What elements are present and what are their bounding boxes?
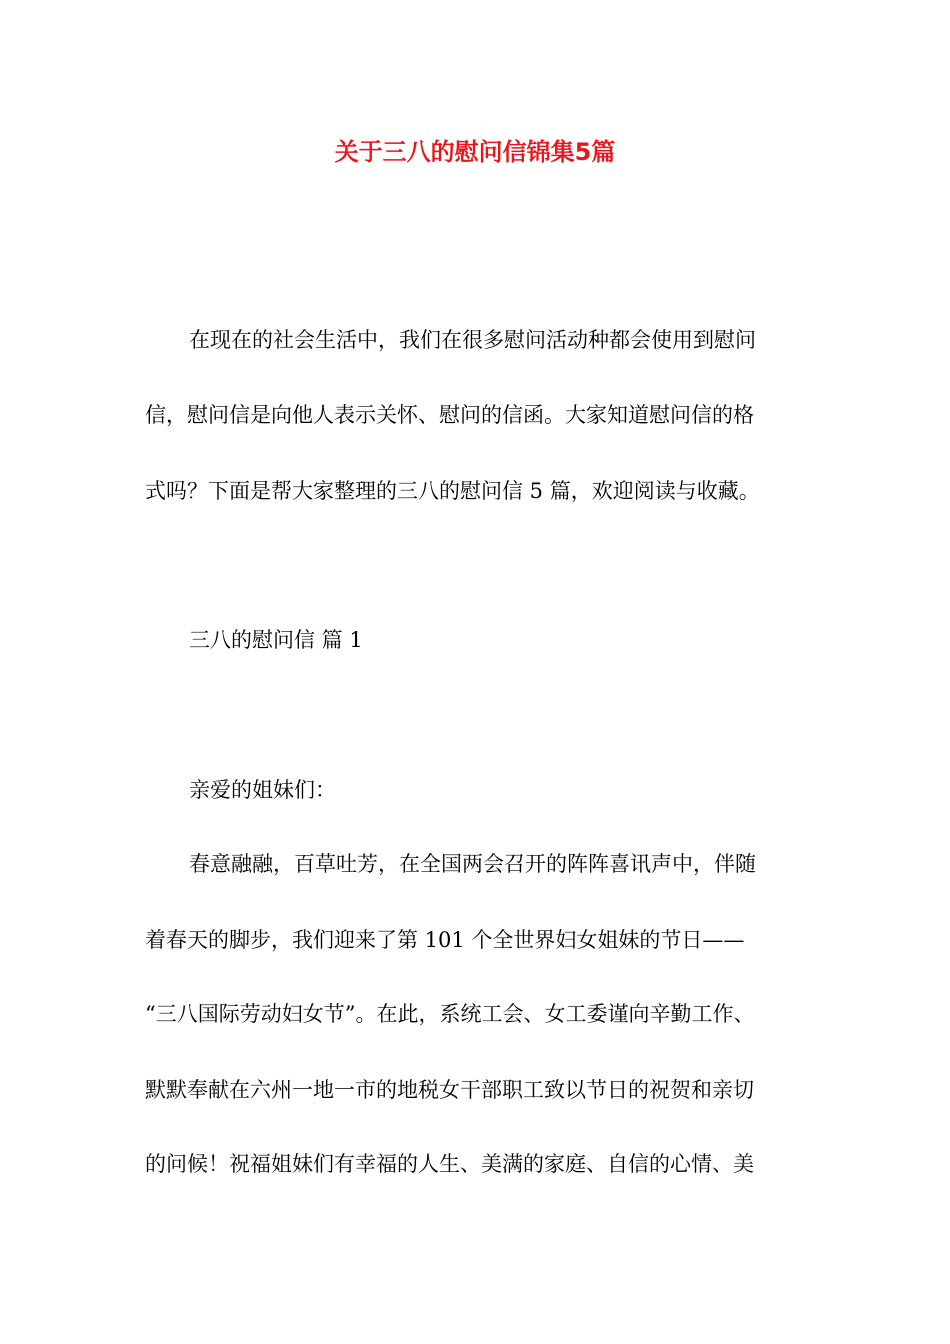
body-line-5: 的问候！祝福姐妹们有幸福的人生、美满的家庭、自信的心情、美	[145, 1152, 754, 1176]
section-heading: 三八的慰问信 篇 1	[189, 628, 363, 652]
salutation: 亲爱的姐妹们：	[189, 778, 336, 802]
body-line-1: 春意融融，百草吐芳，在全国两会召开的阵阵喜讯声中，伴随	[189, 852, 756, 876]
intro-line-1: 在现在的社会生活中，我们在很多慰问活动种都会使用到慰问	[189, 328, 756, 352]
document-title: 关于三八的慰问信锦集5篇	[334, 138, 616, 166]
body-line-2: 着春天的脚步，我们迎来了第 101 个全世界妇女姐妹的节日——	[145, 928, 745, 952]
body-line-3: “三八国际劳动妇女节”。在此，系统工会、女工委谨向辛勤工作、	[145, 1002, 755, 1026]
body-line-4: 默默奉献在六州一地一市的地税女干部职工致以节日的祝贺和亲切	[145, 1078, 754, 1102]
intro-line-2: 信，慰问信是向他人表示关怀、慰问的信函。大家知道慰问信的格	[145, 403, 754, 427]
intro-line-3: 式吗？下面是帮大家整理的三八的慰问信 5 篇，欢迎阅读与收藏。	[145, 479, 760, 503]
